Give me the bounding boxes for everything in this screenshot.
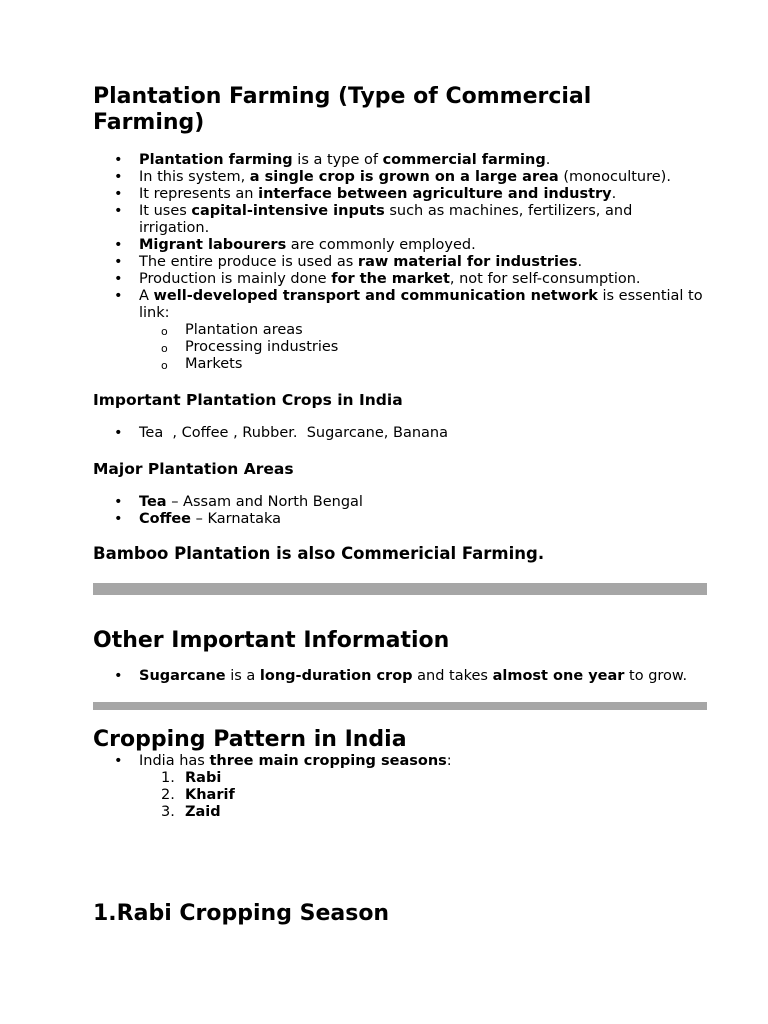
text-run: It uses: [139, 203, 192, 219]
text-run: The entire produce is used as: [139, 254, 358, 270]
cropping-intro: [93, 753, 707, 821]
cropping-list: [93, 753, 707, 821]
transport-text: [139, 288, 703, 321]
link-item: o Processing industries: [139, 339, 707, 356]
bold-text: a single crop is grown on a large area: [249, 169, 559, 185]
text-run: is a: [225, 668, 260, 684]
other-info-heading: Other Important Information: [93, 628, 450, 653]
season-item: [139, 787, 707, 804]
text-run: are commonly employed.: [286, 237, 476, 253]
text-run: It represents an: [139, 186, 259, 202]
text-run: .: [545, 152, 551, 168]
season-name: Rabi: [185, 770, 222, 786]
bold-text: long-duration crop: [259, 668, 413, 684]
other-info-list: [93, 668, 707, 685]
horizontal-rule: [93, 702, 707, 710]
link-sub-list: [139, 322, 707, 373]
intro-bullet: [93, 254, 707, 271]
bamboo-note: Bamboo Plantation is also Commericial Farming.: [93, 544, 545, 563]
text-run: .: [611, 186, 617, 202]
link-item: o Markets: [139, 356, 707, 373]
text-run: and takes: [412, 668, 493, 684]
text-run: .: [577, 254, 583, 270]
bold-text: Migrant labourers: [139, 237, 287, 253]
intro-bullet: [93, 271, 707, 288]
text-run: India has: [139, 753, 210, 769]
document-page: [93, 84, 707, 927]
bold-text: interface between agriculture and industry: [258, 186, 612, 202]
season-name: Kharif: [185, 787, 235, 803]
crops-list: [93, 425, 707, 442]
bold-text: almost one year: [492, 668, 625, 684]
areas-heading: Major Plantation Areas: [93, 460, 294, 478]
season-name: Zaid: [185, 804, 221, 820]
link-item: o Plantation areas: [139, 322, 707, 339]
bold-text: capital-intensive inputs: [191, 203, 385, 219]
area-item: [93, 494, 707, 511]
page-title: Plantation Farming (Type of Commercial Farming): [93, 84, 592, 135]
season-number: 3.: [161, 804, 175, 820]
text-run: A: [139, 288, 154, 304]
intro-bullet: [93, 169, 707, 186]
area-region: – Assam and North Bengal: [166, 494, 363, 510]
bold-text: for the market: [331, 271, 450, 287]
text-run: to grow.: [624, 668, 688, 684]
bold-text: well-developed transport and communication network: [153, 288, 598, 304]
season-number: 1.: [161, 770, 175, 786]
season-number: 2.: [161, 787, 175, 803]
bold-text: Sugarcane: [139, 668, 226, 684]
text-run: :: [446, 753, 452, 769]
intro-bullet: [93, 203, 707, 237]
intro-bullet-list: [93, 152, 707, 373]
bold-text: commercial farming: [382, 152, 546, 168]
area-crop: Tea: [139, 494, 167, 510]
text-run: is essential to link:: [139, 288, 703, 321]
area-region: – Karnataka: [191, 511, 282, 527]
intro-bullet: [93, 237, 707, 254]
crops-heading: Important Plantation Crops in India: [93, 391, 403, 409]
cropping-intro-text: [139, 753, 452, 769]
season-item: [139, 770, 707, 787]
text-run: such as machines, fertilizers, and irrigation.: [139, 203, 633, 236]
intro-bullet: [93, 186, 707, 203]
area-crop: Coffee: [139, 511, 192, 527]
bold-text: Plantation farming: [139, 152, 293, 168]
text-run: In this system,: [139, 169, 250, 185]
bold-text: three main cropping seasons: [209, 753, 447, 769]
area-item: [93, 511, 707, 528]
text-run: is a type of: [292, 152, 383, 168]
cropping-pattern-heading: Cropping Pattern in India: [93, 727, 407, 752]
intro-bullet: [93, 152, 707, 169]
text-run: , not for self-consumption.: [449, 271, 641, 287]
intro-bullet-transport: [93, 288, 707, 373]
season-item: [139, 804, 707, 821]
areas-list: [93, 494, 707, 528]
rabi-season-heading: 1.Rabi Cropping Season: [93, 901, 390, 926]
bold-text: raw material for industries: [357, 254, 578, 270]
text-run: Production is mainly done: [139, 271, 332, 287]
other-info-item: [93, 668, 707, 685]
text-run: (monoculture).: [558, 169, 671, 185]
horizontal-rule: [93, 583, 707, 595]
crops-item: • Tea , Coffee , Rubber. Sugarcane, Banana: [93, 425, 707, 442]
seasons-list: [139, 770, 707, 821]
